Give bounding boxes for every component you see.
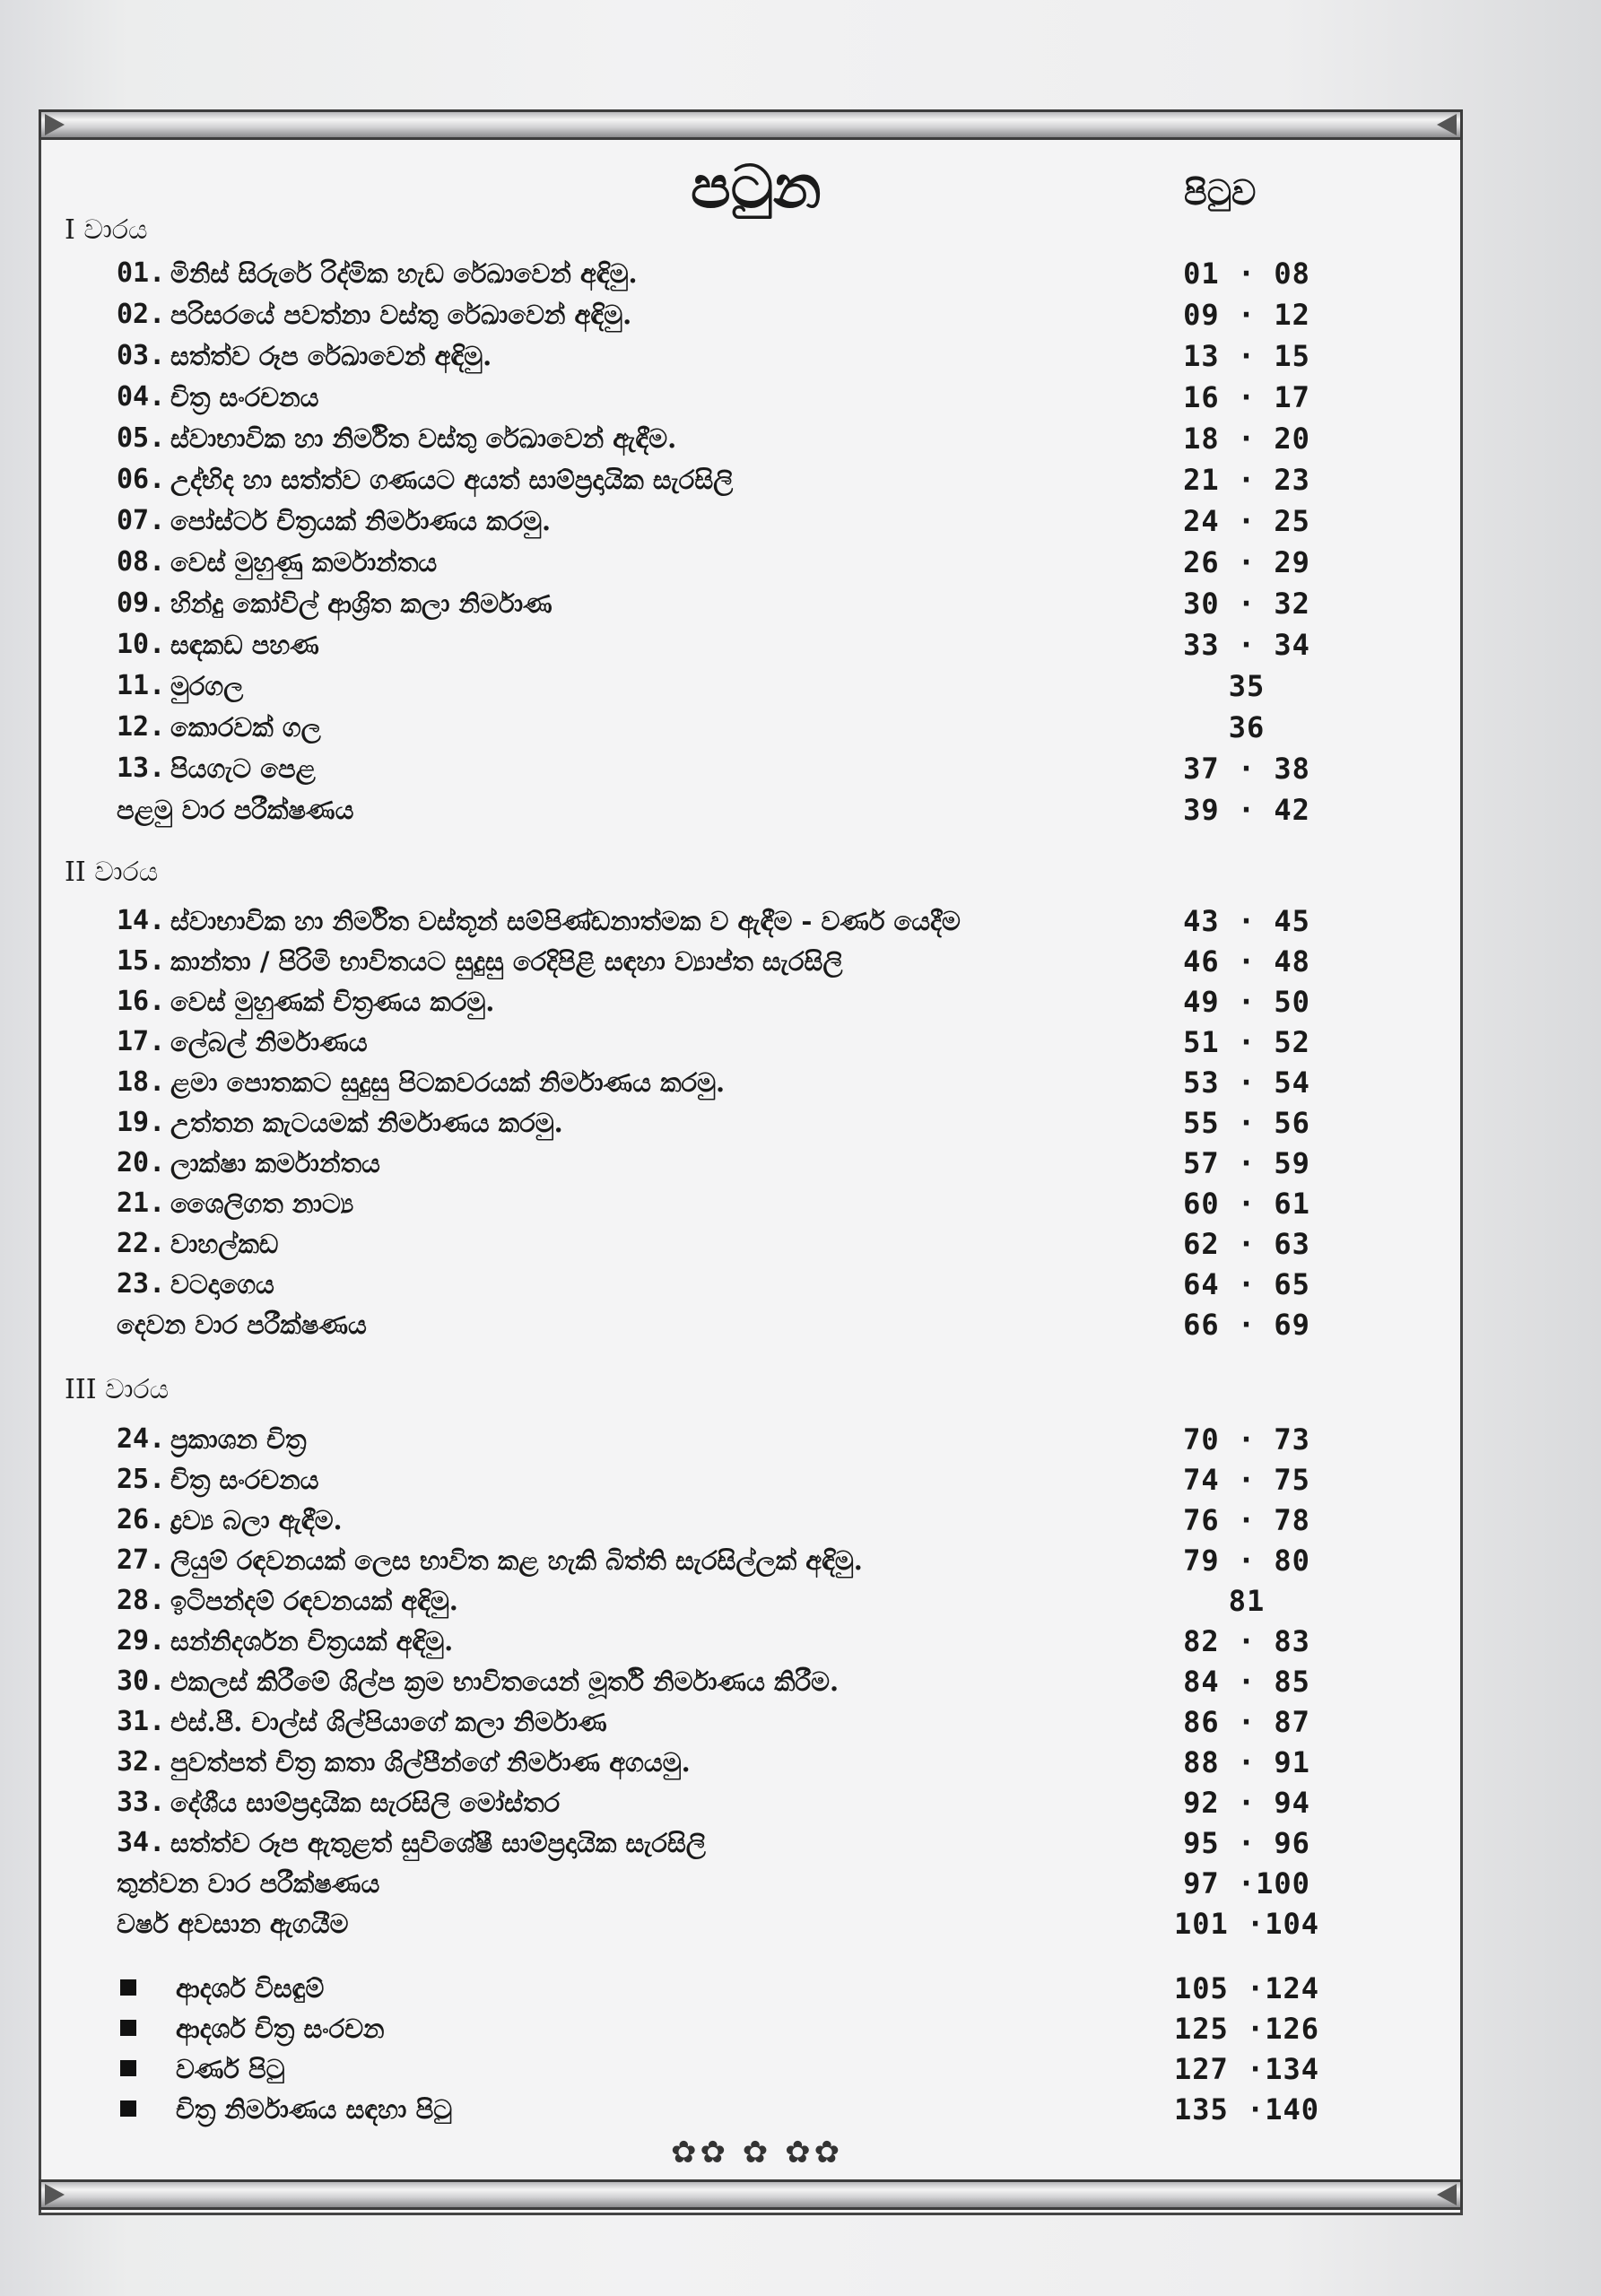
- entry-title: තුන්වන වාර පරීක්ෂණය: [117, 1868, 380, 1899]
- entry-title: කොරවක් ගල: [170, 712, 321, 743]
- appendix-entry[interactable]: [0, 1969, 1601, 2008]
- toc-entry[interactable]: [0, 1184, 1601, 1223]
- square-bullet-icon: [120, 2020, 136, 2036]
- toc-entry[interactable]: [0, 982, 1601, 1022]
- toc-entry[interactable]: [0, 1662, 1601, 1701]
- toc-entry[interactable]: [0, 1823, 1601, 1863]
- entry-title: පුවත්පත් චිත්‍ර කතා ශිල්පීන්ගේ නිර්මාණ අගයමු.: [170, 1747, 691, 1778]
- toc-entry-test[interactable]: [0, 1904, 1601, 1944]
- entry-number: 05.: [117, 422, 166, 454]
- entry-number: 22.: [117, 1228, 166, 1259]
- entry-pages: 24 · 25: [1183, 504, 1310, 538]
- entry-title: වටදාගෙය: [170, 1269, 274, 1300]
- toc-entry[interactable]: [0, 1500, 1601, 1540]
- entry-number: 31.: [117, 1706, 166, 1737]
- entry-pages: 88 · 91: [1183, 1745, 1310, 1779]
- entry-pages: 37 · 38: [1183, 752, 1310, 786]
- entry-title: ඉටිපන්දම් රඳවනයක් අඳිමු.: [170, 1586, 458, 1616]
- entry-pages: 26 · 29: [1183, 545, 1310, 579]
- toc-entry-test[interactable]: [0, 1305, 1601, 1344]
- entry-number: 12.: [117, 711, 166, 743]
- entry-number: 03.: [117, 340, 166, 371]
- entry-title: හින්දු කෝවිල් ආශ්‍රිත කලා නිර්මාණ: [170, 588, 553, 619]
- entry-pages: 66 · 69: [1183, 1308, 1310, 1342]
- entry-pages: 84 · 85: [1183, 1665, 1310, 1699]
- toc-entry[interactable]: [0, 460, 1601, 500]
- entry-title: පළමු වාර පරීක්ෂණය: [117, 795, 354, 825]
- entry-pages: 127 ·134: [1173, 2052, 1320, 2086]
- entry-pages: 95 · 96: [1183, 1826, 1310, 1860]
- toc-entry[interactable]: [0, 666, 1601, 706]
- entry-pages: 35: [1228, 669, 1266, 703]
- entry-number: 19.: [117, 1107, 166, 1138]
- entry-title: දෙවන වාර පරීක්ෂණය: [117, 1309, 367, 1340]
- entry-title: දේශීය සාම්ප්‍රදායික සැරසිලි මෝස්තර: [170, 1787, 561, 1818]
- entry-title: වාහල්කඩ: [170, 1229, 279, 1259]
- entry-pages: 18 · 20: [1183, 422, 1310, 456]
- entry-pages: 70 · 73: [1183, 1422, 1310, 1457]
- entry-number: 01.: [117, 257, 166, 289]
- entry-number: 04.: [117, 381, 166, 413]
- entry-number: 27.: [117, 1544, 166, 1576]
- entry-title: ලේබල් නිර්මාණය: [170, 1027, 368, 1057]
- entry-pages: 55 · 56: [1183, 1106, 1310, 1140]
- entry-title: ස්වාභාවික හා නිර්මිත වස්තූන් සම්පිණ්ඩනාත්මක ව ඇඳීම - වර්ණ යෙදීම: [170, 906, 961, 936]
- appendix-entry[interactable]: [0, 2090, 1601, 2129]
- section-label: II වාරය: [65, 857, 159, 888]
- entry-pages: 74 · 75: [1183, 1463, 1310, 1497]
- entry-pages: 135 ·140: [1173, 2092, 1320, 2126]
- toc-entry[interactable]: [0, 1622, 1601, 1661]
- toc-entry[interactable]: [0, 1783, 1601, 1822]
- entry-title: ආදර්ශ චිත්‍ර සංරචන: [176, 2013, 385, 2044]
- toc-entry[interactable]: [0, 543, 1601, 582]
- toc-entry[interactable]: [0, 1420, 1601, 1459]
- entry-pages: 43 · 45: [1183, 904, 1310, 938]
- entry-pages: 101 ·104: [1173, 1907, 1320, 1941]
- toc-entry[interactable]: [0, 1460, 1601, 1500]
- entry-number: 21.: [117, 1187, 166, 1219]
- entry-pages: 79 · 80: [1183, 1544, 1310, 1578]
- section-label: III වාරය: [65, 1374, 170, 1405]
- entry-pages: 46 · 48: [1183, 944, 1310, 978]
- entry-pages: 36: [1228, 710, 1266, 744]
- toc-entry[interactable]: [0, 501, 1601, 541]
- section-label: I වාරය: [65, 214, 148, 246]
- bottom-decorative-bar: [39, 2179, 1463, 2210]
- entry-number: 09.: [117, 587, 166, 619]
- entry-number: 06.: [117, 464, 166, 495]
- toc-entry-test[interactable]: [0, 790, 1601, 830]
- entry-title: මිනිස් සිරුරේ රිද්මික හැඩ රේඛාවෙන් අඳිමු.: [170, 258, 638, 289]
- toc-entry[interactable]: [0, 1022, 1601, 1062]
- entry-number: 32.: [117, 1746, 166, 1778]
- entry-pages: 01 · 08: [1183, 257, 1310, 291]
- page-title: පටුන: [691, 152, 822, 222]
- entry-title: ලාක්ෂා කර්මාන්තය: [170, 1148, 380, 1178]
- entry-number: 08.: [117, 546, 166, 578]
- toc-entry[interactable]: [0, 1063, 1601, 1102]
- entry-pages: 13 · 15: [1183, 339, 1310, 373]
- entry-pages: 105 ·124: [1173, 1971, 1320, 2005]
- entry-pages: 51 · 52: [1183, 1025, 1310, 1059]
- entry-pages: 16 · 17: [1183, 380, 1310, 414]
- entry-title: උත්තන කැටයමක් නිර්මාණය කරමු.: [170, 1108, 563, 1138]
- toc-entry[interactable]: [0, 336, 1601, 376]
- toc-entry[interactable]: [0, 901, 1601, 941]
- entry-title: සඳකඩ පහණ: [170, 630, 319, 660]
- entry-pages: 49 · 50: [1183, 985, 1310, 1019]
- page-column-header: පිටුව: [1184, 172, 1257, 213]
- entry-number: 18.: [117, 1066, 166, 1098]
- toc-entry[interactable]: [0, 625, 1601, 665]
- entry-title: ලියුම් රඳවනයක් ලෙස භාවිත කළ හැකි බිත්ති සැරසිල්ලක් අඳිමු.: [170, 1545, 863, 1576]
- toc-entry[interactable]: [0, 749, 1601, 788]
- entry-title: වෙස් මුහුණක් චිත්‍රණය කරමු.: [170, 987, 495, 1017]
- entry-number: 25.: [117, 1464, 166, 1495]
- toc-entry[interactable]: [0, 1224, 1601, 1264]
- toc-entry[interactable]: [0, 254, 1601, 293]
- entry-number: 20.: [117, 1147, 166, 1178]
- entry-number: 15.: [117, 945, 166, 977]
- entry-number: 26.: [117, 1504, 166, 1535]
- entry-pages: 62 · 63: [1183, 1227, 1310, 1261]
- entry-title: වර්ණ පිටු: [176, 2054, 285, 2084]
- entry-number: 16.: [117, 986, 166, 1017]
- appendix-entry[interactable]: [0, 2009, 1601, 2048]
- entry-number: 07.: [117, 505, 166, 536]
- top-decorative-bar: [39, 109, 1463, 140]
- entry-title: ශෛලිගත නාට්‍ය: [170, 1188, 354, 1219]
- entry-title: සන්නිදර්ශන චිත්‍රයක් අඳිමු.: [170, 1626, 454, 1657]
- toc-entry[interactable]: [0, 1702, 1601, 1742]
- entry-number: 11.: [117, 670, 166, 701]
- entry-pages: 60 · 61: [1183, 1187, 1310, 1221]
- entry-pages: 76 · 78: [1183, 1503, 1310, 1537]
- entry-number: 24.: [117, 1423, 166, 1455]
- entry-title: චිත්‍ර සංරචනය: [170, 382, 319, 413]
- toc-entry[interactable]: [0, 1144, 1601, 1183]
- entry-pages: 97 ·100: [1183, 1866, 1310, 1900]
- entry-title: ස්වාභාවික හා නිර්මිත වස්තු රේඛාවෙන් ඇඳීම.: [170, 423, 677, 454]
- entry-title: සත්ත්ව රූප ඇතුළත් සුවිශේෂී සාම්ප්‍රදායික සැරසිලි: [170, 1828, 706, 1858]
- entry-pages: 92 · 94: [1183, 1786, 1310, 1820]
- entry-number: 34.: [117, 1827, 166, 1858]
- entry-pages: 125 ·126: [1173, 2012, 1320, 2046]
- entry-title: වෙස් මුහුණු කර්මාන්තය: [170, 547, 438, 578]
- toc-entry[interactable]: [0, 1541, 1601, 1580]
- toc-entry[interactable]: [0, 1103, 1601, 1143]
- entry-number: 30.: [117, 1665, 166, 1697]
- entry-title: එස්.පී. චාල්ස් ශිල්පියාගේ කලා නිර්මාණ: [170, 1707, 607, 1737]
- entry-number: 33.: [117, 1787, 166, 1818]
- entry-title: චිත්‍ර නිර්මාණය සඳහා පිටු: [176, 2094, 453, 2125]
- entry-title: එකලස් කිරීමේ ශිල්ප ක්‍රම භාවිතයෙන් මූර්ති නිර්මාණය කිරීම.: [170, 1666, 840, 1697]
- entry-pages: 53 · 54: [1183, 1065, 1310, 1100]
- entry-pages: 39 · 42: [1183, 793, 1310, 827]
- entry-title: මුරගල: [170, 671, 244, 701]
- entry-pages: 57 · 59: [1183, 1146, 1310, 1180]
- square-bullet-icon: [120, 1979, 136, 1996]
- entry-title: පියගැට පෙළ: [170, 753, 316, 784]
- entry-number: 14.: [117, 905, 166, 936]
- entry-pages: 09 · 12: [1183, 298, 1310, 332]
- entry-title: ළමා පොතකට සුදුසු පිටකවරයක් නිර්මාණය කරමු.: [170, 1067, 726, 1098]
- entry-pages: 33 · 34: [1183, 628, 1310, 662]
- entry-number: 17.: [117, 1026, 166, 1057]
- entry-number: 10.: [117, 629, 166, 660]
- toc-entry[interactable]: [0, 584, 1601, 623]
- entry-pages: 81: [1228, 1584, 1266, 1618]
- toc-entry[interactable]: [0, 708, 1601, 747]
- entry-number: 23.: [117, 1268, 166, 1300]
- toc-entry[interactable]: [0, 295, 1601, 335]
- entry-number: 02.: [117, 299, 166, 330]
- entry-pages: 82 · 83: [1183, 1624, 1310, 1658]
- toc-entry[interactable]: [0, 378, 1601, 417]
- toc-entry[interactable]: [0, 419, 1601, 458]
- toc-entry[interactable]: [0, 1265, 1601, 1304]
- entry-title: ආදර්ශ විසඳුම්: [176, 1973, 325, 2004]
- flower-ornament-icon: ✿✿ ✿ ✿✿: [671, 2135, 844, 2170]
- entry-title: උද්භිද හා සත්ත්ව ගණයට අයත් සාම්ප්‍රදායික සැරසිලි: [170, 465, 734, 495]
- entry-title: වර්ෂ අවසාන ඇගයීම: [117, 1909, 349, 1939]
- entry-title: ප්‍රකාශන චිත්‍ර: [170, 1424, 307, 1455]
- toc-entry-test[interactable]: [0, 1864, 1601, 1903]
- appendix-entry[interactable]: [0, 2049, 1601, 2089]
- entry-pages: 64 · 65: [1183, 1267, 1310, 1301]
- square-bullet-icon: [120, 2100, 136, 2117]
- toc-entry[interactable]: [0, 1743, 1601, 1782]
- entry-number: 28.: [117, 1585, 166, 1616]
- square-bullet-icon: [120, 2060, 136, 2076]
- toc-entry[interactable]: [0, 1581, 1601, 1621]
- entry-pages: 30 · 32: [1183, 587, 1310, 621]
- entry-number: 13.: [117, 752, 166, 784]
- entry-title: ද්‍රව්‍ය බලා ඇඳීම.: [170, 1505, 343, 1535]
- entry-pages: 86 · 87: [1183, 1705, 1310, 1739]
- toc-entry[interactable]: [0, 942, 1601, 981]
- entry-number: 29.: [117, 1625, 166, 1657]
- entry-title: චිත්‍ර සංරචනය: [170, 1465, 319, 1495]
- entry-title: පෝස්ටර් චිත්‍රයක් නිර්මාණය කරමු.: [170, 506, 552, 536]
- entry-title: පරිසරයේ පවත්නා වස්තු රේඛාවෙන් අඳිමු.: [170, 300, 632, 330]
- entry-pages: 21 · 23: [1183, 463, 1310, 497]
- entry-title: සත්ත්ව රූප රේඛාවෙන් අඳිමු.: [170, 341, 492, 371]
- entry-title: කාන්තා / පිරිමි භාවිතයට සුදුසු රෙදිපිළි සඳහා ව්‍යාප්ත සැරසිලි: [170, 946, 843, 977]
